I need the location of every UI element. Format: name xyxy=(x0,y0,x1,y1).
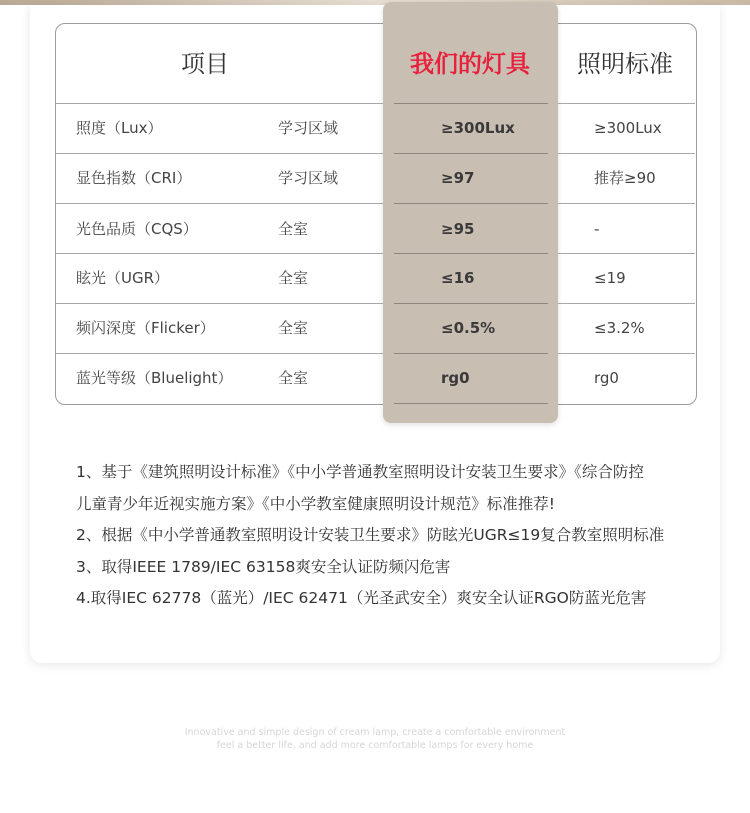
highlight-divider xyxy=(394,253,548,254)
cell-area: 学习区域 xyxy=(278,119,339,137)
cell-area: 全室 xyxy=(278,319,309,337)
highlight-divider xyxy=(394,153,548,154)
footer-tagline-line1: Innovative and simple design of cream lamp, create a comfortable environment xyxy=(184,727,566,738)
row-divider xyxy=(56,153,383,154)
cell-item: 频闪深度（Flicker） xyxy=(76,319,215,337)
row-divider xyxy=(56,203,383,204)
highlight-divider xyxy=(394,403,548,404)
cell-area: 全室 xyxy=(278,269,309,287)
note-line: 1、基于《建筑照明设计标准》《中小学普通教室照明设计安装卫生要求》《综合防控 xyxy=(76,463,644,481)
cell-item: 光色品质（CQS） xyxy=(76,220,198,238)
cell-standard: ≤19 xyxy=(594,269,626,287)
cell-standard: ≥300Lux xyxy=(594,119,662,137)
highlight-divider xyxy=(394,103,548,104)
row-divider xyxy=(558,103,695,104)
header-item: 项目 xyxy=(181,50,229,78)
cell-standard: ≤3.2% xyxy=(594,319,645,337)
cell-our-value: ≥97 xyxy=(441,169,475,187)
cell-area: 全室 xyxy=(278,369,309,387)
highlight-divider xyxy=(394,353,548,354)
header-our-lamp: 我们的灯具 xyxy=(410,50,530,78)
cell-our-value: rg0 xyxy=(441,369,470,387)
note-line: 2、根据《中小学普通教室照明设计安装卫生要求》防眩光UGR≤19复合教室照明标准 xyxy=(76,526,665,544)
cell-standard: rg0 xyxy=(594,369,619,387)
cell-our-value: ≤0.5% xyxy=(441,319,496,337)
cell-our-value: ≥300Lux xyxy=(441,119,515,137)
row-divider xyxy=(558,153,695,154)
cell-standard: 推荐≥90 xyxy=(594,169,656,187)
note-line: 4.取得IEC 62778（蓝光）/IEC 62471（光圣武安全）爽安全认证RGO防蓝光危害 xyxy=(76,589,647,607)
note-line: 3、取得IEEE 1789/IEC 63158爽安全认证防频闪危害 xyxy=(76,557,451,576)
row-divider xyxy=(56,253,383,254)
row-divider xyxy=(56,303,383,304)
cell-item: 眩光（UGR） xyxy=(76,269,170,287)
cell-item: 照度（Lux） xyxy=(76,119,163,137)
row-divider xyxy=(558,303,695,304)
cell-area: 学习区域 xyxy=(278,169,339,187)
cell-item: 蓝光等级（Bluelight） xyxy=(76,369,233,387)
highlight-divider xyxy=(394,303,548,304)
cell-item: 显色指数（CRI） xyxy=(76,169,192,187)
highlight-divider xyxy=(394,203,548,204)
footer-tagline-line2: feel a better life, and add more comfortable lamps for every home xyxy=(216,740,534,751)
header-standard: 照明标准 xyxy=(577,50,673,78)
row-divider xyxy=(558,203,695,204)
cell-standard: - xyxy=(594,220,600,238)
row-divider xyxy=(56,353,383,354)
comparison-table xyxy=(55,23,697,405)
row-divider xyxy=(56,103,383,104)
notes-section xyxy=(76,457,696,615)
cell-our-value: ≥95 xyxy=(441,220,475,238)
row-divider xyxy=(558,353,695,354)
cell-area: 全室 xyxy=(278,220,309,238)
row-divider xyxy=(558,253,695,254)
cell-our-value: ≤16 xyxy=(441,269,475,287)
note-line: 儿童青少年近视实施方案》《中小学教室健康照明设计规范》标准推荐! xyxy=(76,494,555,513)
